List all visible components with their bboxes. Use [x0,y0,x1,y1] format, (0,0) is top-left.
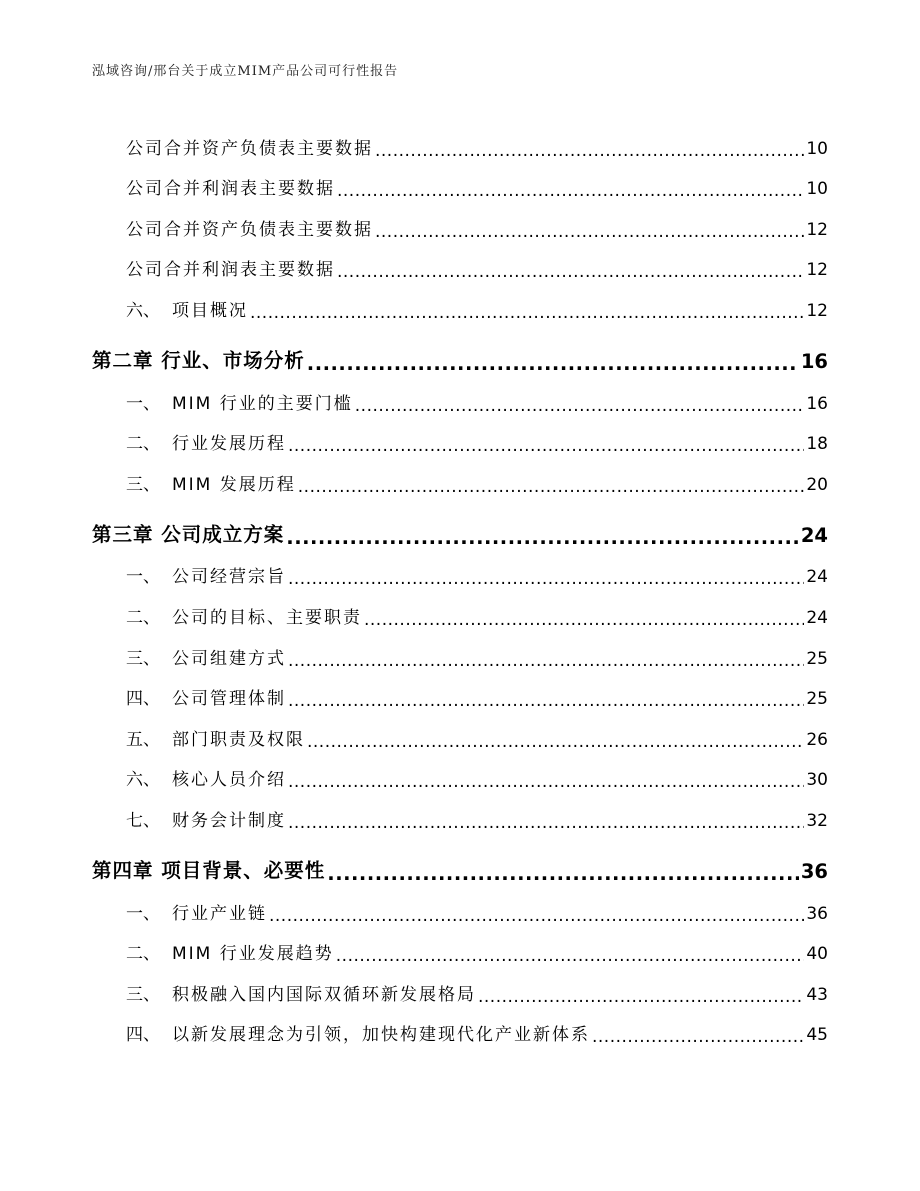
toc-section-entry[interactable] [92,159,828,200]
toc-entry-title: 公司经营宗旨 [172,567,286,588]
toc-entry-label [92,429,286,454]
toc-section-entry[interactable] [92,883,828,924]
toc-entry-label [92,765,286,790]
dot-leader [288,692,804,709]
toc-entry-label [92,603,362,628]
toc-page-number: 30 [806,770,828,791]
toc-entry-number: 三、 [126,648,160,669]
toc-chapter-entry[interactable] [92,495,828,547]
toc-entry-label [92,255,335,280]
dot-leader [288,652,804,669]
toc-page-number: 36 [800,859,828,883]
toc-entry-title: 第四章 项目背景、必要性 [92,858,326,882]
toc-page-number: 24 [806,567,828,588]
toc-entry-title: MIM 行业的主要门槛 [172,393,353,414]
toc-entry-label [92,939,334,964]
dot-leader [250,304,804,321]
toc-entry-label [92,134,373,159]
toc-entry-title: 财务会计制度 [172,810,286,831]
toc-entry-number: 一、 [126,393,160,414]
toc-entry-number: 二、 [126,607,160,628]
dot-leader [269,907,804,924]
toc-page-number: 10 [806,179,828,200]
toc-page-number: 18 [806,434,828,455]
toc-entry-title: 公司合并利润表主要数据 [126,260,335,281]
dot-leader [307,733,804,750]
toc-page-number: 24 [800,523,828,547]
toc-section-entry[interactable] [92,669,828,710]
toc-section-entry[interactable] [92,1005,828,1046]
toc-entry-label [92,389,353,414]
dot-leader [592,1028,804,1045]
toc-entry-label [92,806,286,831]
dot-leader [375,223,804,240]
toc-section-entry[interactable] [92,414,828,455]
toc-page-number: 20 [806,474,828,495]
dot-leader [307,353,799,373]
toc-page-number: 10 [806,138,828,159]
toc-entry-label [92,215,373,240]
toc-entry-title: 第三章 公司成立方案 [92,522,285,546]
toc-entry-title: 行业产业链 [172,903,267,924]
toc-page-number: 36 [806,903,828,924]
toc-entry-title: 以新发展理念为引领，加快构建现代化产业新体系 [172,1025,590,1046]
toc-entry-title: 公司组建方式 [172,648,286,669]
toc-section-entry[interactable] [92,280,828,321]
toc-entry-label [92,562,286,587]
toc-entry-title: 第二章 行业、市场分析 [92,348,305,372]
toc-section-entry[interactable] [92,547,828,588]
toc-section-entry[interactable] [92,924,828,965]
dot-leader [364,611,804,628]
toc-entry-title: 公司管理体制 [172,689,286,710]
toc-entry-title: 公司合并资产负债表主要数据 [126,138,373,159]
dot-leader [288,773,804,790]
dot-leader [288,814,804,831]
toc-entry-title: 公司的目标、主要职责 [172,607,362,628]
dot-leader [375,142,804,159]
toc-entry-title: 行业发展历程 [172,434,286,455]
header-divider [90,88,830,89]
toc-chapter-entry[interactable] [92,831,828,883]
toc-page-number: 25 [806,689,828,710]
dot-leader [327,863,799,883]
toc-entry-title: 核心人员介绍 [172,770,286,791]
toc-section-entry[interactable] [92,454,828,495]
toc-entry-label [92,345,305,373]
toc-entry-label [92,644,286,669]
table-of-contents [92,118,828,1045]
toc-section-entry[interactable] [92,240,828,281]
toc-entry-number: 四、 [126,689,160,710]
toc-page-number: 25 [806,648,828,669]
toc-entry-title: MIM 行业发展趋势 [172,944,334,965]
toc-entry-title: 公司合并资产负债表主要数据 [126,219,373,240]
toc-page-number: 12 [806,260,828,281]
toc-entry-number: 二、 [126,434,160,455]
toc-entry-number: 三、 [126,474,160,495]
toc-page-number: 32 [806,810,828,831]
toc-entry-label [92,1020,590,1045]
toc-entry-label [92,855,325,883]
toc-entry-number: 二、 [126,944,160,965]
running-header: 泓域咨询/邢台关于成立MIM产品公司可行性报告 [92,64,399,79]
toc-chapter-entry[interactable] [92,321,828,373]
toc-section-entry[interactable] [92,750,828,791]
toc-section-entry[interactable] [92,587,828,628]
toc-entry-label [92,296,248,321]
toc-section-entry[interactable] [92,964,828,1005]
toc-entry-label [92,174,335,199]
toc-entry-number: 四、 [126,1025,160,1046]
dot-leader [286,527,799,547]
toc-entry-label [92,470,296,495]
toc-page-number: 45 [806,1025,828,1046]
dot-leader [337,263,804,280]
toc-entry-label [92,725,305,750]
toc-entry-title: 部门职责及权限 [172,729,305,750]
toc-page-number: 40 [806,944,828,965]
toc-entry-label [92,519,284,547]
toc-entry-number: 七、 [126,810,160,831]
toc-section-entry[interactable] [92,790,828,831]
toc-page-number: 12 [806,300,828,321]
toc-entry-label [92,980,476,1005]
toc-section-entry[interactable] [92,373,828,414]
toc-page-number: 43 [806,984,828,1005]
toc-page-number: 24 [806,607,828,628]
toc-entry-number: 三、 [126,984,160,1005]
toc-page-number: 16 [800,349,828,373]
dot-leader [336,947,805,964]
toc-entry-number: 一、 [126,567,160,588]
dot-leader [478,988,804,1005]
toc-entry-title: 公司合并利润表主要数据 [126,179,335,200]
toc-entry-number: 六、 [126,300,160,321]
dot-leader [288,570,804,587]
toc-entry-number: 六、 [126,770,160,791]
toc-entry-title: MIM 发展历程 [172,474,296,495]
toc-section-entry[interactable] [92,628,828,669]
toc-entry-number: 一、 [126,903,160,924]
toc-page-number: 16 [806,393,828,414]
toc-entry-number: 五、 [126,729,160,750]
toc-page-number: 26 [806,729,828,750]
dot-leader [355,397,805,414]
toc-entry-label [92,899,267,924]
dot-leader [298,478,805,495]
toc-entry-title: 积极融入国内国际双循环新发展格局 [172,984,476,1005]
toc-section-entry[interactable] [92,709,828,750]
toc-section-entry[interactable] [92,118,828,159]
dot-leader [288,437,804,454]
toc-entry-label [92,684,286,709]
toc-page-number: 12 [806,219,828,240]
toc-section-entry[interactable] [92,199,828,240]
toc-entry-title: 项目概况 [172,300,248,321]
dot-leader [337,182,804,199]
